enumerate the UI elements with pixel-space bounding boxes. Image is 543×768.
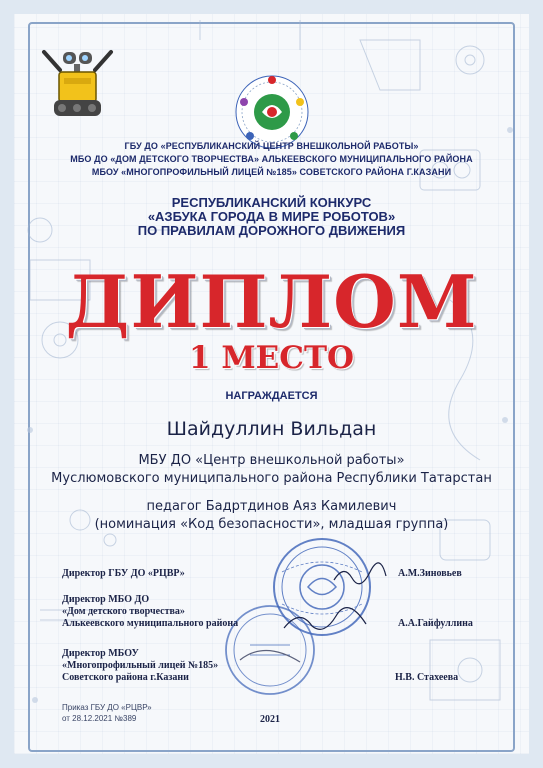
order-line: Приказ ГБУ ДО «РЦВР» [62,703,152,712]
signature-position-line: Алькеевского муниципального района [62,618,239,629]
diploma-title: ДИПЛОМ [65,259,478,344]
signature-mark [280,606,370,636]
signature-name: А.А.Гайфуллина [398,618,473,629]
organizer-line: МБО ДО «ДОМ ДЕТСКОГО ТВОРЧЕСТВА» АЛЬКЕЕВСКОГО МУНИЦИПАЛЬНОГО РАЙОНА [70,154,473,164]
teacher-line: педагог Бадртдинов Аяз Камилевич [146,499,397,514]
signature-position [62,568,185,580]
organizer-line: ГБУ ДО «РЕСПУБЛИКАНСКИЙ ЦЕНТР ВНЕШКОЛЬНОЙ РАБОТЫ» [124,141,419,151]
signature-position-line: Директор МБОУ [62,648,139,659]
winner-name: Шайдуллин Вильдан [166,418,377,440]
school-line: МБУ ДО «Центр внешкольной работы» [138,453,405,468]
signature-position-line: «Дом детского творчества» [62,606,185,617]
place-label: 1 МЕСТО [188,340,355,376]
contest-line: РЕСПУБЛИКАНСКИЙ КОНКУРС [171,195,372,210]
organizers-block [40,140,503,179]
contest-line: «АЗБУКА ГОРОДА В МИРЕ РОБОТОВ» [147,209,396,224]
signature-position-line: Директор ГБУ ДО «РЦВР» [62,568,185,579]
signature-position-line: Советского района г.Казани [62,672,189,683]
signature-position [62,594,238,630]
awarded-label: НАГРАЖДАЕТСЯ [225,390,318,402]
order-reference [62,702,152,724]
signature-position [62,648,218,684]
contest-line: ПО ПРАВИЛАМ ДОРОЖНОГО ДВИЖЕНИЯ [137,223,406,238]
signature-mark [330,560,390,590]
contest-title-block [40,196,503,238]
school-line: Муслюмовского муниципального района Республики Татарстан [51,471,492,486]
signature-name: А.М.Зиновьев [398,568,462,579]
organizer-line: МБОУ «МНОГОПРОФИЛЬНЫЙ ЛИЦЕЙ №185» СОВЕТСКОГО РАЙОНА Г.КАЗАНИ [91,167,452,177]
signature-position-line: Директор МБО ДО [62,594,150,605]
signature-position-line: «Многопрофильный лицей №185» [62,660,219,671]
teacher-block [40,498,503,534]
teacher-line: (номинация «Код безопасности», младшая группа) [94,517,449,532]
order-line: от 28.12.2021 №389 [62,714,137,723]
diploma-year: 2021 [260,714,280,725]
school-block [40,452,503,488]
robot-mascot-icon [40,40,115,125]
signature-name: Н.В. Стахеева [395,672,459,683]
